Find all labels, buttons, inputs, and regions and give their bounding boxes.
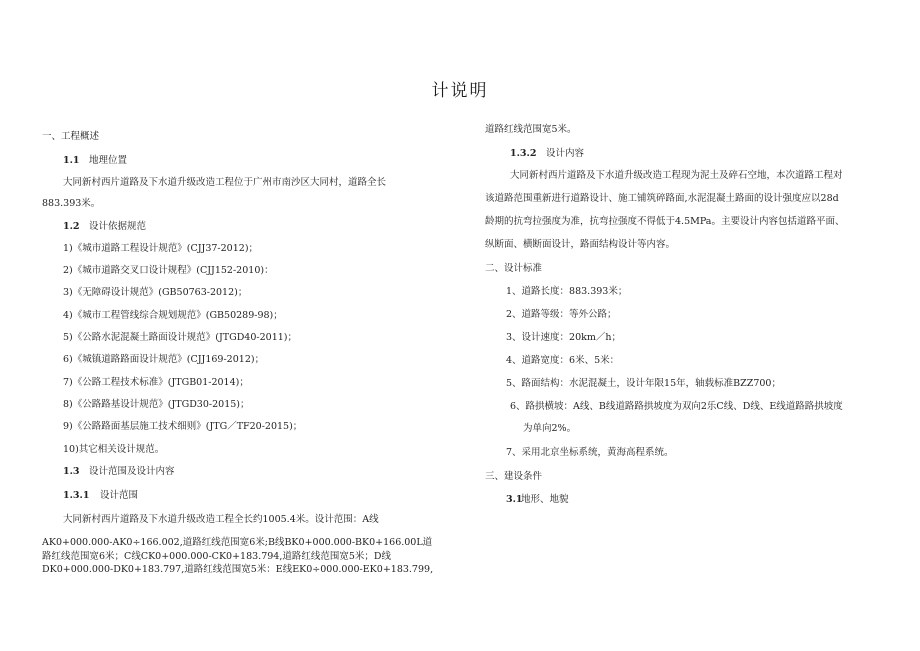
paragraph-content-line-4: 纵断面、横断面设计，路面结构设计等内容。 (485, 239, 676, 250)
spec-item: 9)《公路路面基层施工技术细则》(JTG／TF20-2015)； (63, 421, 303, 432)
section-1-1-number: 1.1 (63, 155, 80, 166)
standard-item: 2、道路等级：等外公路； (506, 309, 617, 320)
section-1-3-2-title: 设计内容 (546, 148, 585, 159)
section-1-3-2-number: 1.3.2 (510, 148, 537, 159)
section-3-1-title: 地形、地貌 (521, 494, 569, 505)
paragraph-scope-line-2: AK0+000.000-AK0÷166.002,道路红线范围宽6米;B线BK0+000.000-BK0+166.00L道 (42, 537, 433, 548)
paragraph-scope-line-1: 大同新村西片道路及下水道升级改造工程全长约1005.4米。设计范围：A线 (63, 514, 379, 525)
section-1-3-number: 1.3 (63, 466, 80, 477)
spec-item: 4)《城市工程管线综合规划规范》(GB50289-98)； (63, 310, 283, 321)
spec-item: 1)《城市道路工程设计规范》(CJJ37-2012)； (63, 243, 259, 254)
spec-item: 6)《城镇道路路面设计规范》(CJJ169-2012)； (63, 354, 265, 365)
paragraph-content-line-2: 该道路范围重新进行道路设计、施工铺筑碎路面,水泥混凝土路面的设计强度应以28d (485, 193, 839, 204)
section-1-2-title: 设计依据规范 (89, 221, 147, 232)
section-1-3-title: 设计范围及设计内容 (89, 466, 175, 477)
section-1-3-1-number: 1.3.1 (63, 490, 90, 501)
standard-item: 5、路面结构：水泥混凝土，设计年限15年，轴载标准BZZ700； (506, 378, 781, 389)
paragraph-scope-line-3: 路红线范围宽6米；C线CK0+000.000-CK0+183.794,道路红线范围宽5米；D线 (42, 551, 392, 562)
spec-item: 3)《无障碍设计规范》(GB50763-2012)； (63, 287, 248, 298)
section-2-heading: 二、设计标准 (485, 263, 543, 274)
paragraph-scope-line-4: DK0+000.000-DK0+183.797,道路红线范围宽5米：E线EK0÷000.000-EK0+183.799, (42, 564, 434, 575)
spec-item: 7)《公路工程技术标准》(JTGB01-2014)； (63, 377, 249, 388)
page-title: 计说明 (431, 81, 489, 101)
section-1-2-number: 1.2 (63, 221, 80, 232)
standard-item: 4、道路宽度：6米、5米： (506, 355, 620, 366)
standard-item: 7、采用北京坐标系统，黄海高程系统。 (506, 447, 674, 458)
standard-item: 3、设计速度：20km／h； (506, 332, 622, 343)
spec-item: 10)其它相关设计规范。 (63, 444, 165, 455)
paragraph-location-line-1: 大同新村西片道路及下水道升级改造工程位于广州市南沙区大同村，道路全长 (63, 177, 387, 188)
spec-item: 8)《公路路基设计规范》(JTGD30-2015)； (63, 399, 250, 410)
spec-item: 5)《公路水泥混凝土路面设计规范》(JTGD40-2011)； (63, 332, 297, 343)
section-1-heading: 一、工程概述 (42, 131, 100, 142)
section-1-1-title: 地理位置 (89, 155, 128, 166)
paragraph-content-line-3: 龄期的抗弯拉强度为准，抗弯拉强度不得低于4.5MPa。主要设计内容包括道路平面、 (485, 216, 845, 227)
standard-item-continued: 为单向2%。 (523, 423, 577, 434)
paragraph-location-line-2: 883.393米。 (42, 198, 101, 209)
standard-item: 1、道路长度：883.393米； (506, 286, 628, 297)
paragraph-content-line-1: 大同新村西片道路及下水道升级改造工程现为泥土及碎石空地，本次道路工程对 (510, 170, 843, 181)
section-3-heading: 三、建设条件 (485, 471, 543, 482)
section-1-3-1-title: 设计范围 (100, 490, 139, 501)
section-3-1-number: 3.1 (506, 494, 523, 505)
spec-item: 2)《城市道路交叉口设计规程》(CJJ152-2010)： (63, 265, 274, 276)
standard-item: 6、路拱横坡：A线、B线道路路拱坡度为双向2乐C线、D线、E线道路路拱坡度 (510, 401, 843, 412)
paragraph-scope-continued: 道路红线范围宽5米。 (485, 124, 577, 135)
